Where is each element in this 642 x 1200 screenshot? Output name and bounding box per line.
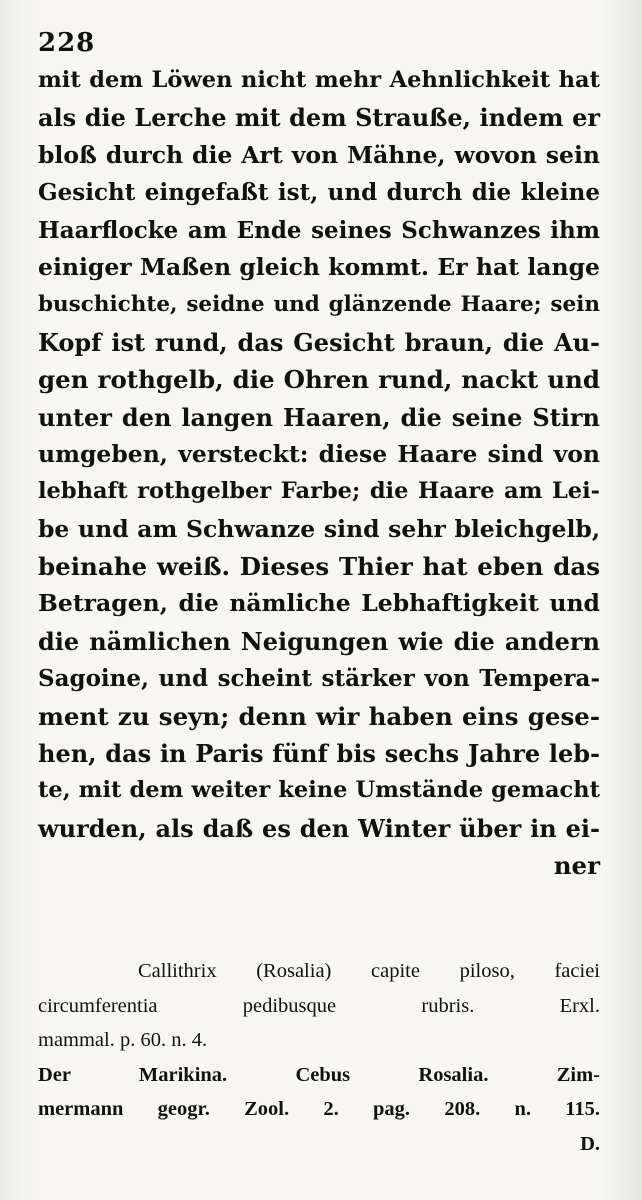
text-line: umgeben, versteckt: diese Haare sind von	[38, 439, 600, 468]
text-line: buschichte, seidne und glänzende Haare; sein	[38, 292, 600, 318]
text-line: unter den langen Haaren, die seine Stirn	[38, 402, 600, 432]
text-line: hen, das in Paris fünf bis sechs Jahre leb-	[38, 739, 600, 769]
body-text	[38, 62, 600, 885]
footnote-line: mammal. p. 60. n. 4.	[38, 1029, 208, 1051]
text-line: einiger Maßen gleich kommt. Er hat lange	[38, 252, 600, 281]
text-line: Haarflocke am Ende seines Schwanzes ihm	[38, 216, 600, 244]
text-line: Kopf ist rund, das Gesicht braun, die Au-	[38, 327, 600, 357]
text-line: Betragen, die nämliche Lebhaftigkeit und	[38, 589, 600, 618]
text-line: bloß durch die Art von Mähne, wovon sein	[38, 140, 600, 169]
footnote	[38, 954, 600, 1161]
text-line: be und am Schwanze sind sehr bleichgelb,	[38, 514, 600, 543]
text-line: als die Lerche mit dem Strauße, indem er	[38, 103, 600, 133]
catchword: ner	[553, 851, 600, 881]
text-line: gen rothgelb, die Ohren rund, nackt und	[38, 365, 600, 395]
footnote-signature: D.	[580, 1132, 600, 1155]
footnote-line: mermann geogr. Zool. 2. pag. 208. n. 115.	[38, 1098, 600, 1120]
text-line: beinahe weiß. Dieses Thier hat eben das	[38, 552, 600, 582]
text-line: wurden, als daß es den Winter über in ei-	[38, 813, 600, 843]
page-number: 228	[38, 28, 96, 58]
footnote-line: Callithrix (Rosalia) capite piloso, faciei	[138, 960, 600, 982]
footnote-line: circumferentia pedibusque rubris. Erxl.	[38, 994, 600, 1017]
text-line: ment zu seyn; denn wir haben eins gese-	[38, 701, 600, 731]
text-line: mit dem Löwen nicht mehr Aehnlichkeit hat	[38, 67, 600, 93]
text-line: Gesicht eingefaßt ist, und durch die kleine	[38, 179, 600, 207]
text-line: die nämlichen Neigungen wie die andern	[38, 626, 600, 656]
text-line: lebhaft rothgelber Farbe; die Haare am Lei-	[38, 478, 600, 505]
footnote-line: Der Marikina. Cebus Rosalia. Zim-	[38, 1063, 600, 1086]
text-line: te, mit dem weiter keine Umstände gemacht	[38, 777, 600, 804]
text-line: Sagoine, und scheint stärker von Tempera-	[38, 665, 600, 693]
